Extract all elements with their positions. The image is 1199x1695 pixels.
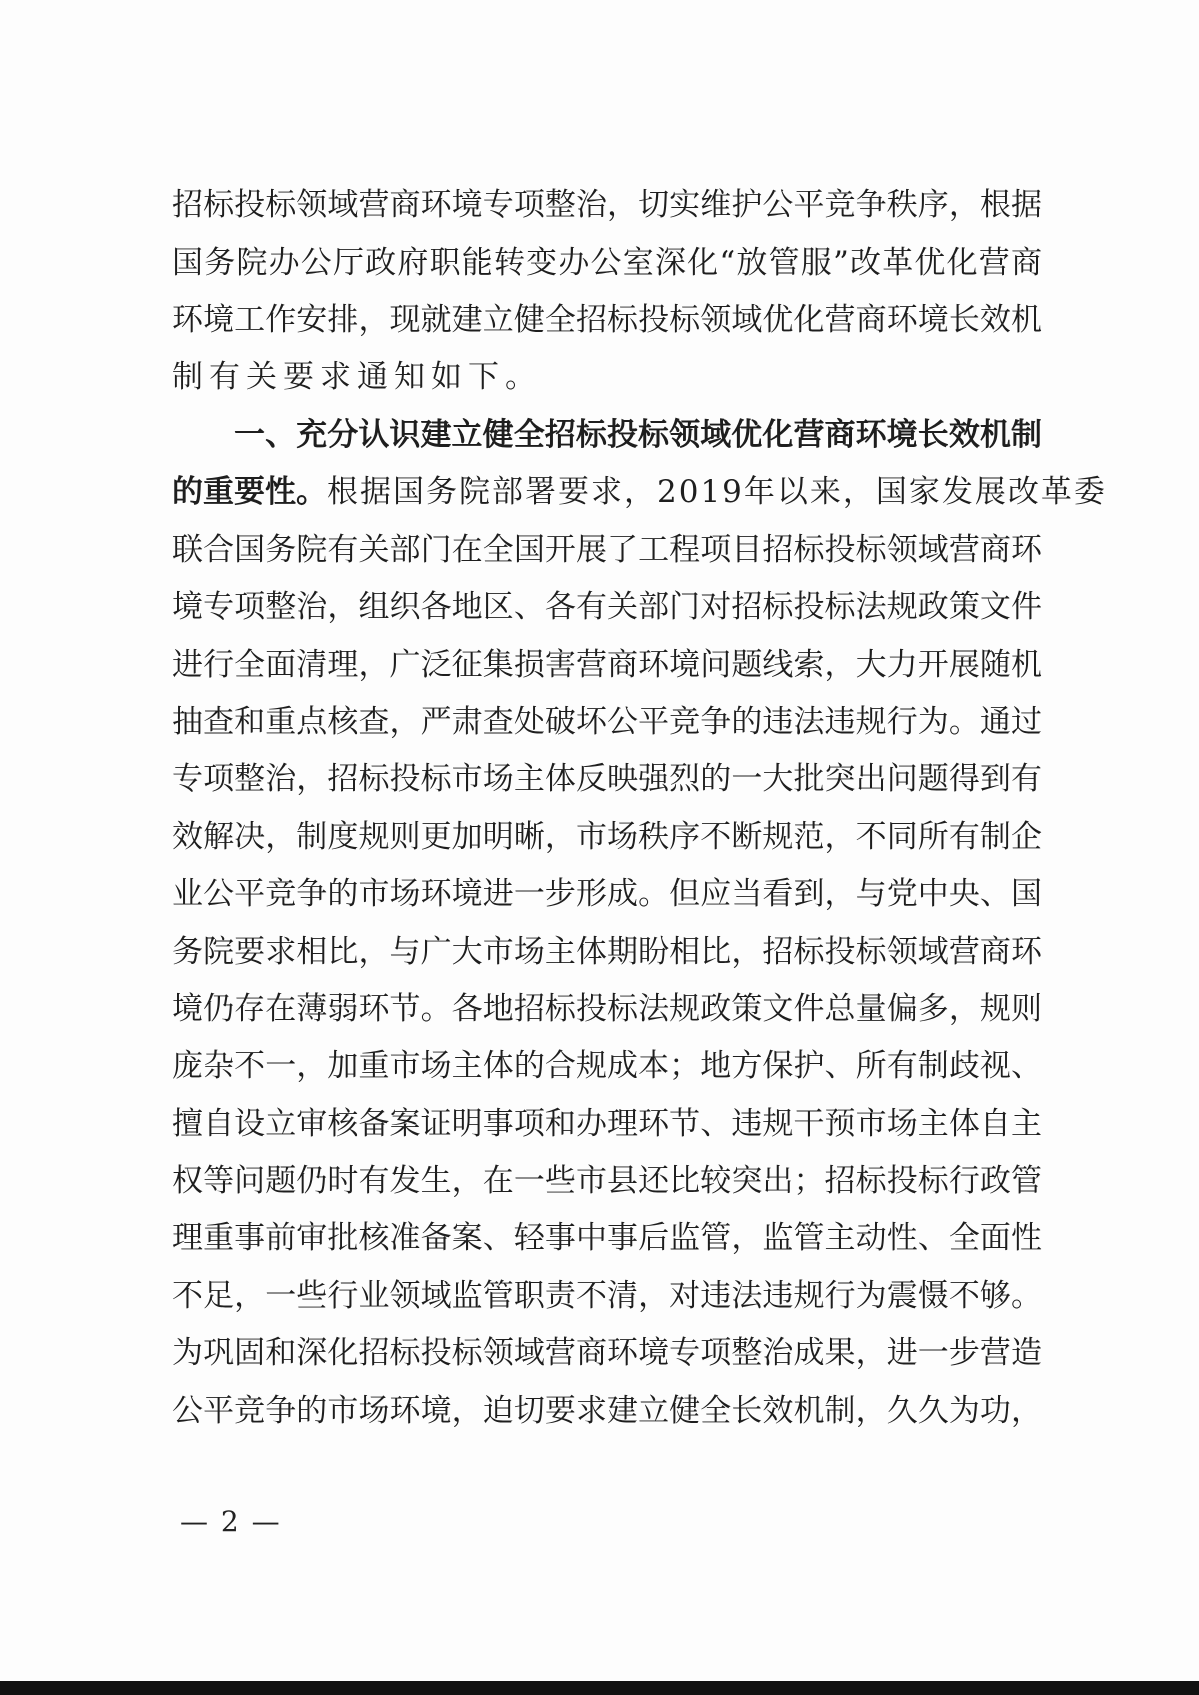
text-line: 不足，一些行业领域监管职责不清，对违法违规行为震慑不够。 (172, 1278, 1042, 1314)
text-line: 专项整治，招标投标市场主体反映强烈的一大批突出问题得到有 (172, 761, 1042, 797)
text-line: 进行全面清理，广泛征集损害营商环境问题线索，大力开展随机 (172, 647, 1042, 683)
text-line: 环境工作安排，现就建立健全招标投标领域优化营商环境长效机 (172, 302, 1042, 338)
text-line: 联合国务院有关部门在全国开展了工程项目招标投标领域营商环 (172, 532, 1042, 568)
text-line: 务院要求相比，与广大市场主体期盼相比，招标投标领域营商环 (172, 934, 1042, 970)
text-line: 招标投标领域营商环境专项整治，切实维护公平竞争秩序，根据 (172, 187, 1042, 223)
section-heading-line: 一、充分认识建立健全招标投标领域优化营商环境长效机制 (234, 417, 1042, 453)
text-line: 理重事前审批核准备案、轻事中事后监管，监管主动性、全面性 (172, 1220, 1042, 1256)
text-line: 境仍存在薄弱环节。各地招标投标法规政策文件总量偏多，规则 (172, 991, 1042, 1027)
text-line: 国务院办公厅政府职能转变办公室深化“放管服”改革优化营商 (172, 245, 1042, 281)
section-heading-end: 的重要性。 (172, 474, 327, 510)
text-line: 境专项整治，组织各地区、各有关部门对招标投标法规政策文件 (172, 589, 1042, 625)
text-line-continuation: 根据国务院部署要求，2019年以来，国家发展改革委 (327, 474, 1107, 510)
text-line: 为巩固和深化招标投标领域营商环境专项整治成果，进一步营造 (172, 1335, 1042, 1371)
text-line: 庞杂不一，加重市场主体的合规成本；地方保护、所有制歧视、 (172, 1048, 1042, 1084)
text-line: 业公平竞争的市场环境进一步形成。但应当看到，与党中央、国 (172, 876, 1042, 912)
page-number: — 2 — (180, 1505, 282, 1538)
text-line: 权等问题仍时有发生，在一些市县还比较突出；招标投标行政管 (172, 1163, 1042, 1199)
text-line: 公平竞争的市场环境，迫切要求建立健全长效机制，久久为功， (172, 1393, 1042, 1429)
text-line: 抽查和重点核查，严肃查处破坏公平竞争的违法违规行为。通过 (172, 704, 1042, 740)
text-line: 制有关要求通知如下。 (172, 359, 542, 395)
scan-bottom-edge (0, 1681, 1199, 1695)
text-line: 擅自设立审核备案证明事项和办理环节、违规干预市场主体自主 (172, 1106, 1042, 1142)
text-line-mixed (172, 470, 1107, 514)
text-line: 效解决，制度规则更加明晰，市场秩序不断规范，不同所有制企 (172, 819, 1042, 855)
